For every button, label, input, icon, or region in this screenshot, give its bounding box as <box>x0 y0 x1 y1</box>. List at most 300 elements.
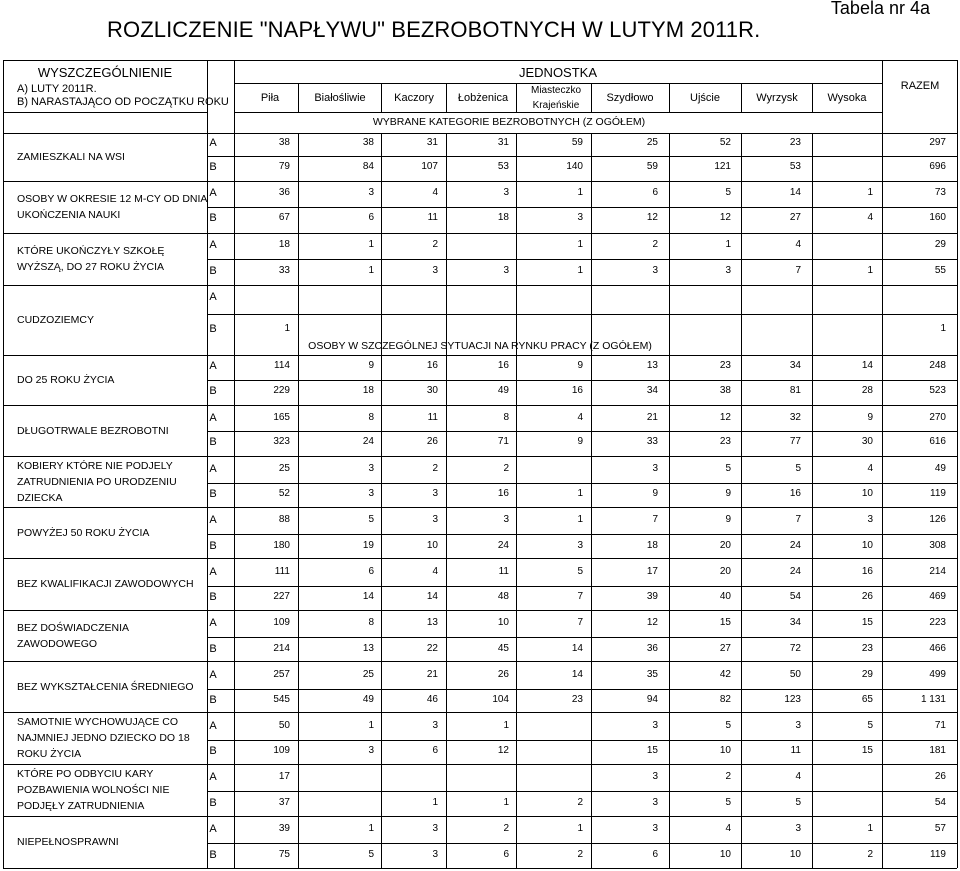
cell-value: 3 <box>795 720 801 731</box>
category-label: DŁUGOTRWALE BEZROBOTNI <box>17 425 169 437</box>
cell-value: 38 <box>362 137 374 148</box>
cell-value: 1 <box>577 187 583 198</box>
divider-row-ab <box>207 843 957 844</box>
cell-value: 32 <box>789 412 801 423</box>
cell-value: 5 <box>725 463 731 474</box>
cell-value: 27 <box>789 212 801 223</box>
row-marker-b: B <box>209 797 217 809</box>
cell-value: 71 <box>497 436 509 447</box>
cell-value: 1 131 <box>920 694 946 705</box>
cell-value: 3 <box>577 212 583 223</box>
cell-value: 5 <box>795 797 801 808</box>
table-border-top <box>3 60 957 61</box>
divider-data-column <box>298 133 299 868</box>
category-label: DO 25 ROKU ŻYCIA <box>17 374 115 386</box>
cell-value: 2 <box>432 463 438 474</box>
row-marker-b: B <box>209 745 217 757</box>
divider-ab-column <box>234 60 235 133</box>
cell-value: 545 <box>273 694 290 705</box>
cell-value: 4 <box>867 212 873 223</box>
cell-value: 24 <box>789 566 801 577</box>
header-line-b: B) NARASTAJĄCO OD POCZĄTKU ROKU <box>17 96 229 108</box>
cell-value: 3 <box>577 540 583 551</box>
cell-value: 121 <box>714 161 731 172</box>
row-marker-a: A <box>209 514 217 526</box>
cell-value: 4 <box>725 823 731 834</box>
cell-value: 45 <box>497 643 509 654</box>
cell-value: 19 <box>362 540 374 551</box>
cell-value: 1 <box>432 797 438 808</box>
divider-row-ab <box>207 431 957 432</box>
row-marker-b: B <box>209 323 217 335</box>
divider-header-bottom <box>3 133 957 134</box>
cell-value: 499 <box>929 669 946 680</box>
divider-unit-header <box>298 83 299 112</box>
cell-value: 2 <box>503 823 509 834</box>
cell-value: 5 <box>867 720 873 731</box>
cell-value: 72 <box>789 643 801 654</box>
cell-value: 2 <box>652 239 658 250</box>
cell-value: 20 <box>719 540 731 551</box>
cell-value: 15 <box>861 745 873 756</box>
cell-value: 523 <box>929 385 946 396</box>
cell-value: 2 <box>503 463 509 474</box>
cell-value: 1 <box>368 265 374 276</box>
cell-value: 33 <box>646 436 658 447</box>
cell-value: 79 <box>278 161 290 172</box>
cell-value: 107 <box>421 161 438 172</box>
cell-value: 14 <box>571 643 583 654</box>
cell-value: 1 <box>577 265 583 276</box>
cell-value: 7 <box>577 617 583 628</box>
category-label: OSOBY W OKRESIE 12 M-CY OD DNIA UKOŃCZENIA NAUKI <box>17 193 207 221</box>
cell-value: 25 <box>278 463 290 474</box>
cell-value: 11 <box>790 745 801 756</box>
cell-value: 7 <box>795 265 801 276</box>
row-marker-a: A <box>209 412 217 424</box>
cell-value: 323 <box>273 436 290 447</box>
header-unit: Piła <box>260 92 280 104</box>
header-wyszczegolnienie: WYSZCZEGÓLNIENIE <box>37 65 173 80</box>
cell-value: 308 <box>929 540 946 551</box>
divider-category <box>3 507 957 508</box>
cell-value: 12 <box>719 212 731 223</box>
cell-value: 9 <box>577 360 583 371</box>
cell-value: 11 <box>427 412 438 423</box>
cell-value: 23 <box>789 137 801 148</box>
cell-value: 25 <box>646 137 658 148</box>
cell-value: 16 <box>497 360 509 371</box>
category-label: ZAMIESZKALI NA WSI <box>17 151 125 163</box>
cell-value: 25 <box>362 669 374 680</box>
cell-value: 15 <box>719 617 731 628</box>
row-marker-b: B <box>209 436 217 448</box>
divider-data-column <box>234 133 235 868</box>
row-marker-a: A <box>209 463 217 475</box>
divider-row-ab <box>207 259 957 260</box>
row-marker-a: A <box>209 617 217 629</box>
header-jednostka: JEDNOSTKA <box>518 65 598 80</box>
cell-value: 1 <box>577 488 583 499</box>
divider-unit-header <box>446 83 447 112</box>
cell-value: 55 <box>934 265 946 276</box>
cell-value: 11 <box>427 212 438 223</box>
cell-value: 9 <box>652 488 658 499</box>
cell-value: 696 <box>929 161 946 172</box>
cell-value: 21 <box>646 412 658 423</box>
row-marker-a: A <box>209 566 217 578</box>
cell-value: 15 <box>646 745 658 756</box>
cell-value: 1 <box>725 239 731 250</box>
cell-value: 53 <box>789 161 801 172</box>
cell-value: 4 <box>795 771 801 782</box>
cell-value: 15 <box>861 617 873 628</box>
header-unit: Ujście <box>690 92 720 104</box>
cell-value: 14 <box>861 360 873 371</box>
cell-value: 1 <box>867 265 873 276</box>
cell-value: 10 <box>719 745 731 756</box>
cell-value: 49 <box>934 463 946 474</box>
cell-value: 1 <box>503 720 509 731</box>
cell-value: 123 <box>784 694 801 705</box>
category-label: BEZ DOŚWIADCZENIA ZAWODOWEGO <box>17 622 129 650</box>
cell-value: 3 <box>432 488 438 499</box>
cell-value: 1 <box>940 323 946 334</box>
cell-value: 3 <box>368 463 374 474</box>
cell-value: 30 <box>861 436 873 447</box>
cell-value: 52 <box>719 137 731 148</box>
category-label: KTÓRE PO ODBYCIU KARY POZBAWIENIA WOLNOŚCI NIE PODJĘŁY ZATRUDNIENIA <box>17 768 170 812</box>
divider-row-ab <box>207 207 957 208</box>
cell-value: 16 <box>497 488 509 499</box>
cell-value: 12 <box>719 412 731 423</box>
divider-data-column <box>812 133 813 868</box>
row-marker-b: B <box>209 161 217 173</box>
cell-value: 82 <box>719 694 731 705</box>
cell-value: 5 <box>795 463 801 474</box>
cell-value: 6 <box>652 187 658 198</box>
cell-value: 297 <box>929 137 946 148</box>
row-marker-b: B <box>209 212 217 224</box>
row-marker-b: B <box>209 643 217 655</box>
divider-category <box>3 285 957 286</box>
cell-value: 1 <box>867 823 873 834</box>
cell-value: 5 <box>368 849 374 860</box>
cell-value: 3 <box>652 720 658 731</box>
cell-value: 54 <box>934 797 946 808</box>
cell-value: 50 <box>789 669 801 680</box>
cell-value: 248 <box>929 360 946 371</box>
cell-value: 223 <box>929 617 946 628</box>
cell-value: 8 <box>368 412 374 423</box>
cell-value: 3 <box>432 514 438 525</box>
cell-value: 39 <box>278 823 290 834</box>
cell-value: 31 <box>497 137 509 148</box>
cell-value: 28 <box>861 385 873 396</box>
divider-data-column <box>381 133 382 868</box>
category-label: KOBIERY KTÓRE NIE PODJELY ZATRUDNIENIA PO URODZENIU DZIECKA <box>17 460 177 504</box>
cell-value: 9 <box>577 436 583 447</box>
cell-value: 466 <box>929 643 946 654</box>
cell-value: 7 <box>652 514 658 525</box>
cell-value: 12 <box>497 745 509 756</box>
divider-data-column <box>446 133 447 868</box>
cell-value: 3 <box>725 265 731 276</box>
cell-value: 7 <box>577 591 583 602</box>
divider-row-ab <box>207 637 957 638</box>
divider-category <box>3 181 957 182</box>
divider-row-ab <box>207 791 957 792</box>
cell-value: 39 <box>646 591 658 602</box>
cell-value: 29 <box>934 239 946 250</box>
cell-value: 18 <box>646 540 658 551</box>
divider-unit-header <box>516 83 517 112</box>
cell-value: 26 <box>426 436 438 447</box>
category-label: NIEPEŁNOSPRAWNI <box>17 836 119 848</box>
divider-category <box>3 456 957 457</box>
cell-value: 6 <box>652 849 658 860</box>
cell-value: 88 <box>278 514 290 525</box>
cell-value: 22 <box>426 643 438 654</box>
cell-value: 24 <box>497 540 509 551</box>
cell-value: 36 <box>646 643 658 654</box>
cell-value: 40 <box>719 591 731 602</box>
cell-value: 165 <box>273 412 290 423</box>
cell-value: 214 <box>273 643 290 654</box>
cell-value: 6 <box>503 849 509 860</box>
cell-value: 59 <box>571 137 583 148</box>
cell-value: 9 <box>725 514 731 525</box>
cell-value: 8 <box>368 617 374 628</box>
cell-value: 26 <box>934 771 946 782</box>
cell-value: 6 <box>368 566 374 577</box>
divider-category <box>3 558 957 559</box>
cell-value: 57 <box>934 823 946 834</box>
row-marker-b: B <box>209 849 217 861</box>
cell-value: 180 <box>273 540 290 551</box>
cell-value: 42 <box>719 669 731 680</box>
cell-value: 3 <box>368 187 374 198</box>
cell-value: 1 <box>368 720 374 731</box>
header-unit: Szydłowo <box>606 92 654 104</box>
cell-value: 81 <box>789 385 801 396</box>
header-razem: RAZEM <box>900 80 940 92</box>
cell-value: 7 <box>795 514 801 525</box>
cell-value: 84 <box>362 161 374 172</box>
cell-value: 46 <box>426 694 438 705</box>
cell-value: 18 <box>278 239 290 250</box>
cell-value: 104 <box>492 694 509 705</box>
divider-category <box>3 764 957 765</box>
cell-value: 270 <box>929 412 946 423</box>
cell-value: 3 <box>432 265 438 276</box>
cell-value: 2 <box>432 239 438 250</box>
cell-value: 37 <box>278 797 290 808</box>
cell-value: 14 <box>571 669 583 680</box>
row-marker-b: B <box>209 488 217 500</box>
cell-value: 10 <box>861 488 873 499</box>
cell-value: 2 <box>577 797 583 808</box>
cell-value: 616 <box>929 436 946 447</box>
cell-value: 229 <box>273 385 290 396</box>
row-marker-a: A <box>209 187 217 199</box>
divider-unit-header <box>812 83 813 112</box>
cell-value: 1 <box>867 187 873 198</box>
category-label: CUDZOZIEMCY <box>17 314 94 326</box>
divider-category <box>3 233 957 234</box>
cell-value: 10 <box>861 540 873 551</box>
category-label: BEZ WYKSZTAŁCENIA ŚREDNIEGO <box>17 681 194 693</box>
cell-value: 50 <box>278 720 290 731</box>
row-marker-a: A <box>209 771 217 783</box>
cell-value: 5 <box>725 187 731 198</box>
cell-value: 119 <box>930 488 946 499</box>
divider-row-ab <box>207 586 957 587</box>
cell-value: 48 <box>497 591 509 602</box>
cell-value: 71 <box>934 720 946 731</box>
row-marker-a: A <box>209 239 217 251</box>
cell-value: 1 <box>577 239 583 250</box>
cell-value: 3 <box>652 823 658 834</box>
header-unit: Wyrzysk <box>756 92 798 104</box>
cell-value: 3 <box>368 488 374 499</box>
cell-value: 140 <box>566 161 583 172</box>
cell-value: 1 <box>284 323 290 334</box>
divider-data-column <box>516 133 517 868</box>
cell-value: 257 <box>273 669 290 680</box>
cell-value: 33 <box>278 265 290 276</box>
cell-value: 13 <box>362 643 374 654</box>
divider-unit-header <box>669 83 670 112</box>
cell-value: 16 <box>426 360 438 371</box>
header-unit-miasteczko: Miasteczko Krajeńskie <box>530 85 581 111</box>
divider-unit-header <box>591 83 592 112</box>
cell-value: 9 <box>725 488 731 499</box>
cell-value: 36 <box>278 187 290 198</box>
cell-value: 3 <box>652 797 658 808</box>
table-number: Tabela nr 4a <box>830 0 930 18</box>
cell-value: 23 <box>719 436 731 447</box>
cell-value: 49 <box>362 694 374 705</box>
divider-unit-header <box>741 83 742 112</box>
cell-value: 126 <box>929 514 946 525</box>
cell-value: 2 <box>725 771 731 782</box>
cell-value: 2 <box>867 849 873 860</box>
cell-value: 3 <box>432 823 438 834</box>
category-label: BEZ KWALIFIKACJI ZAWODOWYCH <box>17 578 194 590</box>
cell-value: 9 <box>867 412 873 423</box>
cell-value: 30 <box>426 385 438 396</box>
cell-value: 75 <box>278 849 290 860</box>
cell-value: 12 <box>646 212 658 223</box>
cell-value: 3 <box>432 849 438 860</box>
divider-data-column <box>669 133 670 868</box>
cell-value: 23 <box>571 694 583 705</box>
divider-data-column <box>591 133 592 868</box>
page-title: ROZLICZENIE "NAPŁYWU" BEZROBOTNYCH W LUTYM 2011R. <box>107 17 761 42</box>
divider-row-ab <box>207 314 957 315</box>
cell-value: 3 <box>795 823 801 834</box>
cell-value: 52 <box>278 488 290 499</box>
cell-value: 9 <box>368 360 374 371</box>
cell-value: 6 <box>368 212 374 223</box>
cell-value: 3 <box>652 463 658 474</box>
cell-value: 1 <box>368 823 374 834</box>
divider-row-ab <box>207 380 957 381</box>
cell-value: 12 <box>646 617 658 628</box>
cell-value: 4 <box>432 566 438 577</box>
cell-value: 26 <box>861 591 873 602</box>
divider-razem <box>882 60 883 133</box>
row-marker-a: A <box>209 137 217 149</box>
cell-value: 3 <box>368 745 374 756</box>
cell-value: 4 <box>432 187 438 198</box>
divider-row-ab <box>207 156 957 157</box>
cell-value: 34 <box>646 385 658 396</box>
cell-value: 160 <box>929 212 946 223</box>
cell-value: 29 <box>861 669 873 680</box>
divider-row-ab <box>207 483 957 484</box>
cell-value: 53 <box>497 161 509 172</box>
cell-value: 17 <box>278 771 290 782</box>
cell-value: 34 <box>789 617 801 628</box>
divider-row-ab <box>207 740 957 741</box>
divider-unit-header <box>381 83 382 112</box>
cell-value: 1 <box>577 823 583 834</box>
cell-value: 59 <box>646 161 658 172</box>
row-marker-a: A <box>209 360 217 372</box>
row-marker-b: B <box>209 694 217 706</box>
row-marker-b: B <box>209 540 217 552</box>
cell-value: 109 <box>273 745 290 756</box>
cell-value: 10 <box>719 849 731 860</box>
cell-value: 109 <box>273 617 290 628</box>
row-marker-a: A <box>209 669 217 681</box>
cell-value: 16 <box>571 385 583 396</box>
divider-special <box>207 355 957 356</box>
cell-value: 5 <box>725 720 731 731</box>
cell-value: 3 <box>867 514 873 525</box>
cell-value: 20 <box>719 566 731 577</box>
divider-row-ab <box>207 534 957 535</box>
cell-value: 10 <box>497 617 509 628</box>
cell-value: 4 <box>867 463 873 474</box>
table-border-bottom <box>3 868 957 869</box>
cell-value: 4 <box>577 412 583 423</box>
cell-value: 38 <box>278 137 290 148</box>
cell-value: 114 <box>274 360 290 371</box>
header-unit: Kaczory <box>394 92 434 104</box>
category-label: KTÓRE UKOŃCZYŁY SZKOŁĘ WYŻSZĄ, DO 27 ROKU ŻYCIA <box>17 245 165 273</box>
category-label: SAMOTNIE WYCHOWUJĄCE CO NAJMNIEJ JEDNO DZIECKO DO 18 ROKU ŻYCIA <box>17 716 190 760</box>
cell-value: 8 <box>503 412 509 423</box>
category-label: POWYŻEJ 50 ROKU ŻYCIA <box>17 527 150 539</box>
row-marker-b: B <box>209 591 217 603</box>
cell-value: 3 <box>503 514 509 525</box>
row-marker-a: A <box>209 720 217 732</box>
cell-value: 5 <box>577 566 583 577</box>
cell-value: 14 <box>426 591 438 602</box>
cell-value: 1 <box>577 514 583 525</box>
cell-value: 27 <box>719 643 731 654</box>
cell-value: 10 <box>426 540 438 551</box>
cell-value: 16 <box>789 488 801 499</box>
cell-value: 17 <box>646 566 658 577</box>
header-unit: Wysoka <box>827 92 867 104</box>
cell-value: 49 <box>497 385 509 396</box>
cell-value: 111 <box>274 566 290 577</box>
cell-value: 23 <box>861 643 873 654</box>
